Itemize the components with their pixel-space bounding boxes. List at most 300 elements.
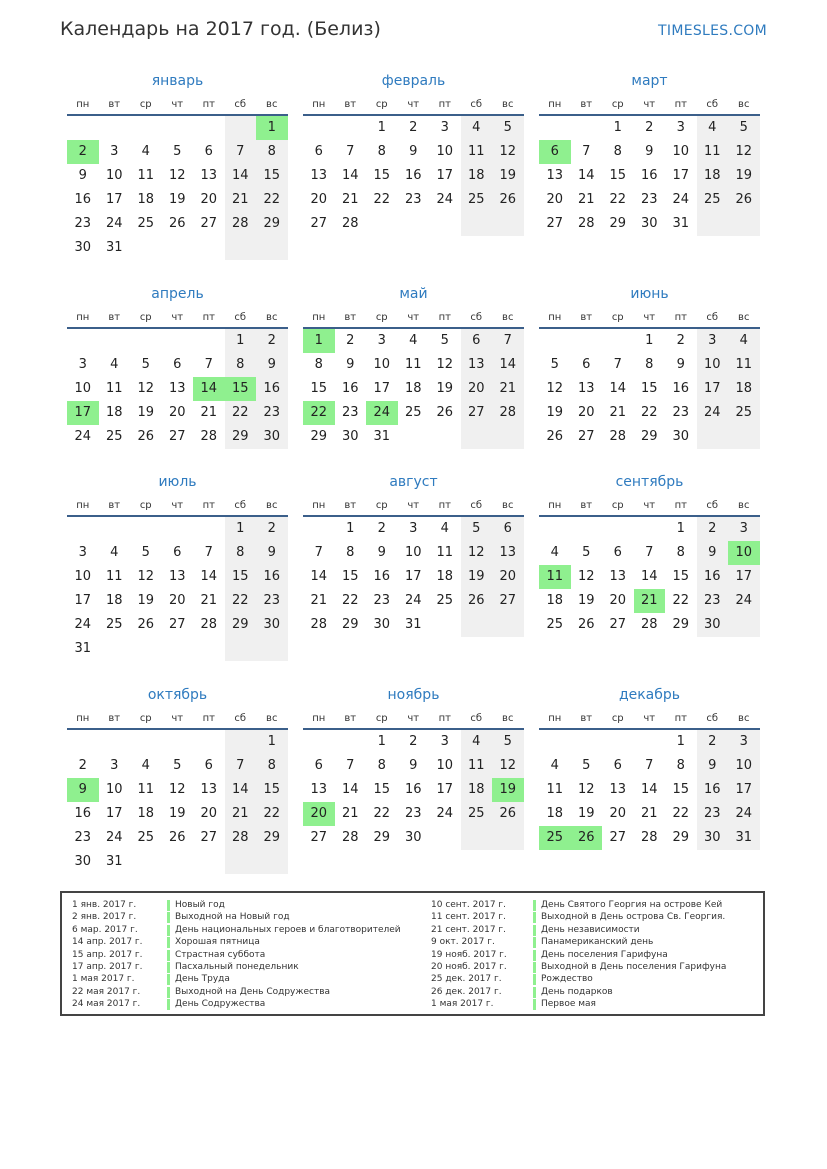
- day-cell: 10: [105, 782, 123, 797]
- site-link[interactable]: TIMESLES.COM: [658, 23, 767, 39]
- weekday-label: чт: [407, 312, 420, 323]
- day-cell: 23: [404, 192, 422, 207]
- day-cell: 23: [74, 216, 92, 231]
- day-cell: 4: [110, 545, 119, 560]
- day-cell: 26: [436, 405, 454, 420]
- day-cell: 12: [137, 569, 155, 584]
- day-cell: 27: [310, 830, 328, 845]
- day-cell: 21: [231, 192, 249, 207]
- day-cell: 5: [739, 120, 748, 135]
- day-cell: 25: [105, 429, 123, 444]
- day-cell: 21: [577, 192, 595, 207]
- day-cell: 24: [735, 593, 753, 608]
- holiday-day-cell: 9: [67, 778, 99, 802]
- holiday-day-cell: 21: [634, 589, 666, 613]
- weekday-label: чт: [407, 500, 420, 511]
- day-cell: 28: [341, 830, 359, 845]
- day-cell: 13: [467, 357, 485, 372]
- day-cell: 22: [609, 192, 627, 207]
- day-cell: 14: [499, 357, 517, 372]
- day-cell: 21: [310, 593, 328, 608]
- day-cell: 3: [676, 120, 685, 135]
- day-cell: 16: [263, 569, 281, 584]
- day-cell: 29: [310, 429, 328, 444]
- day-cell: 30: [74, 854, 92, 869]
- weekday-label: пн: [76, 99, 90, 110]
- day-cell: 10: [373, 357, 391, 372]
- day-cell: 13: [609, 782, 627, 797]
- day-cell: 18: [703, 168, 721, 183]
- day-cell: 14: [609, 381, 627, 396]
- day-cell: 22: [672, 593, 690, 608]
- legend-holiday-name: Страстная суббота: [175, 949, 266, 960]
- day-cell: 22: [263, 806, 281, 821]
- day-cell: 9: [708, 758, 717, 773]
- day-cell: 12: [546, 381, 564, 396]
- day-cell: 30: [373, 617, 391, 632]
- day-cell: 9: [676, 357, 685, 372]
- weekday-label: вт: [344, 500, 357, 511]
- day-cell: 14: [231, 782, 249, 797]
- day-cell: 8: [346, 545, 355, 560]
- month-name: январь: [151, 73, 204, 89]
- day-cell: 3: [440, 120, 449, 135]
- weekday-label: вс: [738, 713, 750, 724]
- day-cell: 28: [499, 405, 517, 420]
- day-cell: 11: [467, 144, 485, 159]
- weekday-label: пт: [438, 713, 451, 724]
- day-cell: 10: [74, 569, 92, 584]
- day-cell: 16: [703, 782, 721, 797]
- day-cell: 27: [499, 593, 517, 608]
- day-cell: 25: [105, 617, 123, 632]
- day-cell: 9: [708, 545, 717, 560]
- legend-holiday-marker: [533, 999, 536, 1010]
- legend-holiday-marker: [167, 987, 170, 998]
- month-name: ноябрь: [387, 687, 440, 703]
- weekday-label: сб: [470, 99, 483, 110]
- day-cell: 27: [310, 216, 328, 231]
- day-cell: 4: [110, 357, 119, 372]
- legend-holiday-name: День Святого Георгия на острове Кей: [541, 900, 723, 910]
- day-cell: 22: [263, 192, 281, 207]
- day-cell: 14: [231, 168, 249, 183]
- day-cell: 17: [373, 381, 391, 396]
- day-cell: 13: [609, 569, 627, 584]
- day-cell: 23: [404, 806, 422, 821]
- weekday-label: сб: [470, 312, 483, 323]
- day-cell: 2: [377, 521, 386, 536]
- day-cell: 30: [640, 216, 658, 231]
- weekday-label: пн: [548, 713, 562, 724]
- day-cell: 9: [409, 144, 418, 159]
- day-cell: 13: [168, 569, 186, 584]
- day-cell: 11: [467, 758, 485, 773]
- day-cell: 26: [546, 429, 564, 444]
- day-cell: 11: [105, 381, 123, 396]
- weekday-label: вт: [580, 312, 593, 323]
- day-cell: 5: [582, 545, 591, 560]
- weekday-label: вс: [266, 500, 278, 511]
- weekday-label: сб: [706, 312, 719, 323]
- holiday-day-cell: 19: [492, 778, 524, 802]
- weekday-label: сб: [706, 713, 719, 724]
- day-cell: 28: [231, 216, 249, 231]
- day-cell: 7: [503, 333, 512, 348]
- day-cell: 11: [436, 545, 454, 560]
- weekday-label: пн: [312, 713, 326, 724]
- day-cell: 24: [672, 192, 690, 207]
- day-cell: 17: [105, 192, 123, 207]
- weekday-label: пт: [438, 500, 451, 511]
- day-cell: 2: [676, 333, 685, 348]
- day-cell: 29: [263, 216, 281, 231]
- weekday-label: вс: [266, 713, 278, 724]
- day-cell: 1: [645, 333, 654, 348]
- day-cell: 8: [267, 144, 276, 159]
- day-cell: 8: [645, 357, 654, 372]
- weekday-label: пт: [202, 713, 215, 724]
- day-cell: 1: [236, 521, 245, 536]
- weekday-label: сб: [234, 99, 247, 110]
- weekday-label: чт: [407, 99, 420, 110]
- day-cell: 8: [676, 758, 685, 773]
- day-cell: 25: [467, 806, 485, 821]
- day-cell: 1: [267, 734, 276, 749]
- day-cell: 28: [231, 830, 249, 845]
- day-cell: 11: [404, 357, 422, 372]
- day-cell: 18: [404, 381, 422, 396]
- day-cell: 28: [310, 617, 328, 632]
- day-cell: 21: [640, 806, 658, 821]
- page-title: Календарь на 2017 год. (Белиз): [60, 18, 381, 40]
- day-cell: 12: [436, 357, 454, 372]
- holiday-legend: [60, 891, 765, 1016]
- day-cell: 20: [609, 806, 627, 821]
- day-cell: 24: [74, 429, 92, 444]
- weekday-label: вт: [108, 500, 121, 511]
- day-cell: 25: [137, 830, 155, 845]
- day-cell: 9: [377, 545, 386, 560]
- day-cell: 3: [409, 521, 418, 536]
- day-cell: 26: [168, 830, 186, 845]
- day-cell: 6: [472, 333, 481, 348]
- month-name: февраль: [381, 73, 446, 89]
- day-cell: 28: [609, 429, 627, 444]
- day-cell: 11: [137, 168, 155, 183]
- weekday-label: пн: [312, 99, 326, 110]
- holiday-day-cell: 1: [303, 329, 335, 353]
- legend-date: 6 мар. 2017 г.: [72, 924, 138, 935]
- day-cell: 7: [346, 144, 355, 159]
- weekday-label: чт: [171, 500, 184, 511]
- day-cell: 8: [613, 144, 622, 159]
- day-cell: 7: [346, 758, 355, 773]
- day-cell: 10: [672, 144, 690, 159]
- day-cell: 29: [672, 617, 690, 632]
- legend-holiday-marker: [167, 999, 170, 1010]
- day-cell: 7: [645, 758, 654, 773]
- day-cell: 19: [436, 381, 454, 396]
- day-cell: 2: [267, 333, 276, 348]
- day-cell: 8: [314, 357, 323, 372]
- day-cell: 31: [105, 240, 123, 255]
- holiday-day-cell: 15: [225, 377, 257, 401]
- holiday-day-cell: 26: [571, 826, 603, 850]
- day-cell: 25: [436, 593, 454, 608]
- weekday-label: ср: [139, 312, 152, 323]
- day-cell: 4: [550, 758, 559, 773]
- month-name: май: [399, 286, 428, 302]
- day-cell: 16: [672, 381, 690, 396]
- day-cell: 28: [341, 216, 359, 231]
- day-cell: 10: [735, 758, 753, 773]
- day-cell: 17: [436, 168, 454, 183]
- legend-holiday-marker: [533, 912, 536, 923]
- day-cell: 9: [409, 758, 418, 773]
- weekday-label: чт: [171, 99, 184, 110]
- day-cell: 6: [204, 758, 213, 773]
- weekday-label: чт: [171, 713, 184, 724]
- weekday-label: пт: [674, 312, 687, 323]
- day-cell: 18: [467, 168, 485, 183]
- day-cell: 12: [168, 782, 186, 797]
- day-cell: 29: [231, 617, 249, 632]
- weekday-label: ср: [375, 312, 388, 323]
- day-cell: 30: [703, 830, 721, 845]
- day-cell: 1: [377, 734, 386, 749]
- holiday-day-cell: 2: [67, 140, 99, 164]
- day-cell: 14: [341, 782, 359, 797]
- month-name: август: [389, 474, 438, 490]
- day-cell: 4: [472, 120, 481, 135]
- day-cell: 31: [404, 617, 422, 632]
- day-cell: 1: [346, 521, 355, 536]
- weekday-label: пн: [76, 312, 90, 323]
- day-cell: 16: [263, 381, 281, 396]
- day-cell: 17: [436, 782, 454, 797]
- legend-holiday-marker: [167, 974, 170, 985]
- day-cell: 7: [314, 545, 323, 560]
- legend-holiday-name: Первое мая: [541, 999, 596, 1010]
- day-cell: 15: [341, 569, 359, 584]
- day-cell: 6: [314, 144, 323, 159]
- day-cell: 24: [436, 806, 454, 821]
- day-cell: 13: [546, 168, 564, 183]
- weekday-label: пт: [202, 500, 215, 511]
- day-cell: 18: [137, 192, 155, 207]
- day-cell: 19: [546, 405, 564, 420]
- day-cell: 20: [546, 192, 564, 207]
- weekday-label: вс: [266, 312, 278, 323]
- legend-holiday-name: День национальных героев и благотворителей: [175, 924, 401, 935]
- legend-holiday-name: Выходной в День острова Св. Георгия.: [541, 912, 726, 923]
- day-cell: 12: [499, 758, 517, 773]
- day-cell: 12: [499, 144, 517, 159]
- day-cell: 3: [739, 521, 748, 536]
- day-cell: 13: [310, 782, 328, 797]
- day-cell: 23: [703, 593, 721, 608]
- day-cell: 8: [377, 758, 386, 773]
- day-cell: 22: [231, 593, 249, 608]
- legend-holiday-name: День Труда: [175, 974, 230, 985]
- day-cell: 14: [310, 569, 328, 584]
- day-cell: 20: [200, 192, 218, 207]
- day-cell: 17: [105, 806, 123, 821]
- day-cell: 5: [173, 144, 182, 159]
- legend-holiday-marker: [167, 937, 170, 948]
- day-cell: 13: [310, 168, 328, 183]
- day-cell: 18: [735, 381, 753, 396]
- weekday-label: пн: [76, 500, 90, 511]
- day-cell: 16: [404, 782, 422, 797]
- day-cell: 28: [640, 617, 658, 632]
- day-cell: 16: [341, 381, 359, 396]
- day-cell: 20: [577, 405, 595, 420]
- weekday-label: пн: [312, 312, 326, 323]
- day-cell: 12: [137, 381, 155, 396]
- day-cell: 1: [613, 120, 622, 135]
- weekday-label: чт: [407, 713, 420, 724]
- legend-date: 1 мая 2017 г.: [431, 999, 494, 1010]
- day-cell: 11: [703, 144, 721, 159]
- day-cell: 24: [703, 405, 721, 420]
- day-cell: 1: [676, 521, 685, 536]
- day-cell: 24: [105, 216, 123, 231]
- weekday-label: чт: [643, 99, 656, 110]
- day-cell: 6: [613, 758, 622, 773]
- legend-holiday-name: Выходной на Новый год: [175, 912, 290, 923]
- day-cell: 19: [577, 806, 595, 821]
- day-cell: 23: [341, 405, 359, 420]
- day-cell: 22: [373, 806, 391, 821]
- day-cell: 29: [609, 216, 627, 231]
- day-cell: 23: [74, 830, 92, 845]
- day-cell: 25: [703, 192, 721, 207]
- day-cell: 25: [467, 192, 485, 207]
- day-cell: 12: [735, 144, 753, 159]
- day-cell: 20: [609, 593, 627, 608]
- holiday-day-cell: 10: [728, 541, 760, 565]
- weekday-label: пн: [76, 713, 90, 724]
- day-cell: 5: [503, 120, 512, 135]
- legend-date: 26 дек. 2017 г.: [431, 986, 502, 997]
- weekday-label: пт: [674, 713, 687, 724]
- day-cell: 21: [341, 806, 359, 821]
- day-cell: 25: [137, 216, 155, 231]
- day-cell: 27: [577, 429, 595, 444]
- day-cell: 21: [499, 381, 517, 396]
- day-cell: 21: [200, 405, 218, 420]
- day-cell: 13: [200, 782, 218, 797]
- legend-holiday-marker: [533, 950, 536, 961]
- day-cell: 23: [703, 806, 721, 821]
- day-cell: 19: [467, 569, 485, 584]
- day-cell: 3: [739, 734, 748, 749]
- weekday-label: чт: [643, 500, 656, 511]
- legend-date: 1 янв. 2017 г.: [72, 900, 137, 910]
- day-cell: 4: [708, 120, 717, 135]
- day-cell: 21: [200, 593, 218, 608]
- weekday-label: вт: [580, 99, 593, 110]
- weekday-label: ср: [611, 99, 624, 110]
- day-cell: 1: [377, 120, 386, 135]
- day-cell: 8: [236, 357, 245, 372]
- day-cell: 4: [141, 144, 150, 159]
- weekday-label: ср: [139, 500, 152, 511]
- day-cell: 18: [105, 405, 123, 420]
- day-cell: 10: [436, 144, 454, 159]
- weekday-label: вт: [344, 713, 357, 724]
- day-cell: 26: [467, 593, 485, 608]
- day-cell: 24: [105, 830, 123, 845]
- day-cell: 16: [640, 168, 658, 183]
- day-cell: 15: [373, 782, 391, 797]
- weekday-label: сб: [470, 713, 483, 724]
- day-cell: 15: [310, 381, 328, 396]
- day-cell: 7: [613, 357, 622, 372]
- day-cell: 18: [137, 806, 155, 821]
- weekday-label: сб: [470, 500, 483, 511]
- holiday-day-cell: 6: [539, 140, 571, 164]
- weekday-label: пн: [548, 500, 562, 511]
- day-cell: 3: [110, 758, 119, 773]
- day-cell: 20: [200, 806, 218, 821]
- day-cell: 29: [341, 617, 359, 632]
- weekday-label: вт: [108, 99, 121, 110]
- legend-holiday-name: Хорошая пятница: [175, 937, 260, 948]
- day-cell: 2: [645, 120, 654, 135]
- day-cell: 26: [499, 192, 517, 207]
- day-cell: 31: [105, 854, 123, 869]
- weekday-label: вс: [266, 99, 278, 110]
- day-cell: 15: [609, 168, 627, 183]
- day-cell: 12: [467, 545, 485, 560]
- day-cell: 9: [346, 357, 355, 372]
- day-cell: 15: [263, 782, 281, 797]
- day-cell: 27: [467, 405, 485, 420]
- day-cell: 23: [263, 405, 281, 420]
- weekday-label: вс: [502, 99, 514, 110]
- day-cell: 29: [231, 429, 249, 444]
- day-cell: 2: [708, 734, 717, 749]
- day-cell: 24: [74, 617, 92, 632]
- holiday-day-cell: 11: [539, 565, 571, 589]
- day-cell: 15: [640, 381, 658, 396]
- day-cell: 7: [204, 545, 213, 560]
- day-cell: 19: [137, 593, 155, 608]
- day-cell: 21: [609, 405, 627, 420]
- day-cell: 22: [373, 192, 391, 207]
- day-cell: 15: [231, 569, 249, 584]
- month-name: апрель: [151, 286, 204, 302]
- weekday-label: вс: [502, 500, 514, 511]
- legend-date: 22 мая 2017 г.: [72, 986, 141, 997]
- day-cell: 9: [645, 144, 654, 159]
- day-cell: 8: [377, 144, 386, 159]
- weekday-label: пт: [438, 99, 451, 110]
- legend-holiday-marker: [533, 937, 536, 948]
- day-cell: 7: [204, 357, 213, 372]
- day-cell: 17: [404, 569, 422, 584]
- weekday-label: сб: [706, 99, 719, 110]
- day-cell: 18: [546, 806, 564, 821]
- day-cell: 16: [373, 569, 391, 584]
- day-cell: 24: [436, 192, 454, 207]
- day-cell: 1: [676, 734, 685, 749]
- day-cell: 26: [735, 192, 753, 207]
- legend-holiday-name: День независимости: [541, 924, 640, 935]
